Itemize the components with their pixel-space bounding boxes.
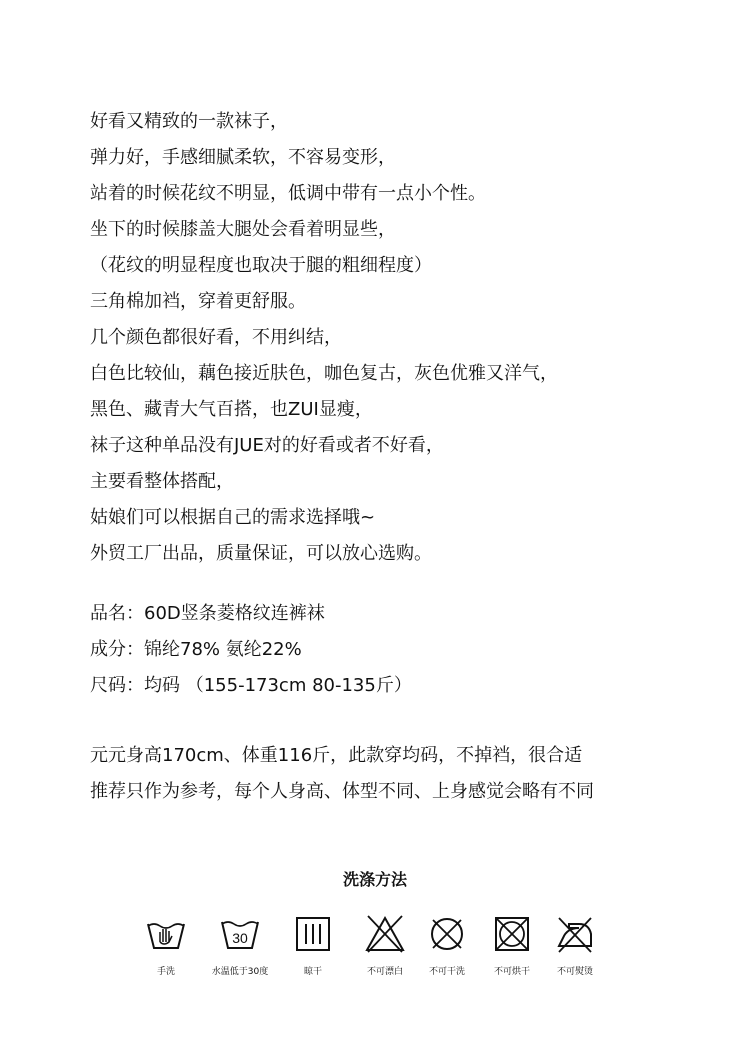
description-line: 外贸工厂出品，质量保证，可以放心选购。 [90,543,432,564]
description-line: 主要看整体搭配， [90,471,234,492]
care-label: 不可干洗 [428,967,465,977]
fit-note-line: 推荐只作为参考，每个人身高、体型不同、上身感觉会略有不同 [90,781,594,802]
description-line: 几个颜色都很好看，不用纠结， [90,327,342,348]
care-item-wash-30 [205,912,275,978]
care-section-title: 洗涤方法 [342,870,407,889]
care-label: 不可漂白 [366,967,403,977]
description-line: 袜子这种单品没有JUE对的好看或者不好看， [90,435,444,456]
description-line: 好看又精致的一款袜子， [90,111,288,132]
description-line: 三角棉加裆，穿着更舒服。 [90,291,306,312]
care-item-hand-wash [131,912,201,978]
no-bleach-icon [363,912,407,956]
care-label: 不可烘干 [493,967,530,977]
care-label: 手洗 [156,967,175,977]
fit-note [90,738,730,810]
description-line: 白色比较仙，藕色接近肤色，咖色复古，灰色优雅又洋气， [90,363,558,384]
description-line: 站着的时候花纹不明显，低调中带有一点小个性。 [90,183,486,204]
care-label: 水温低于30度 [211,967,269,977]
description-line: 姑娘们可以根据自己的需求选择哦~ [90,507,376,528]
no-dry-clean-icon [425,912,469,956]
care-label: 晾干 [303,967,322,977]
care-item-dry [278,912,348,978]
no-tumble-dry-icon [490,912,534,956]
care-item-no-dry-clean [412,912,482,978]
care-label: 不可熨烫 [556,967,593,977]
wash-30-icon [218,912,262,956]
hand-wash-icon [144,912,188,956]
fit-note-line: 元元身高170cm、体重116斤，此款穿均码，不掉裆，很合适 [90,745,583,766]
care-item-no-iron [540,912,610,978]
spec-product-name: 品名：60D竖条菱格纹连裤袜 [90,603,325,624]
product-description [90,104,730,572]
description-line: 弹力好，手感细腻柔软，不容易变形， [90,147,396,168]
spec-composition: 成分：锦纶78% 氨纶22% [90,639,302,660]
wash-temp-text: 30 [232,930,248,946]
spec-size: 尺码：均码 （155-173cm 80-135斤） [90,675,412,696]
care-item-no-bleach [350,912,420,978]
description-line: 黑色、藏青大气百搭，也ZUI显瘦， [90,399,373,420]
description-line: （花纹的明显程度也取决于腿的粗细程度） [90,255,432,276]
product-specs [90,596,730,704]
no-iron-icon [553,912,597,956]
care-item-no-tumble-dry [477,912,547,978]
dry-icon [291,912,335,956]
description-line: 坐下的时候膝盖大腿处会看着明显些， [90,219,396,240]
